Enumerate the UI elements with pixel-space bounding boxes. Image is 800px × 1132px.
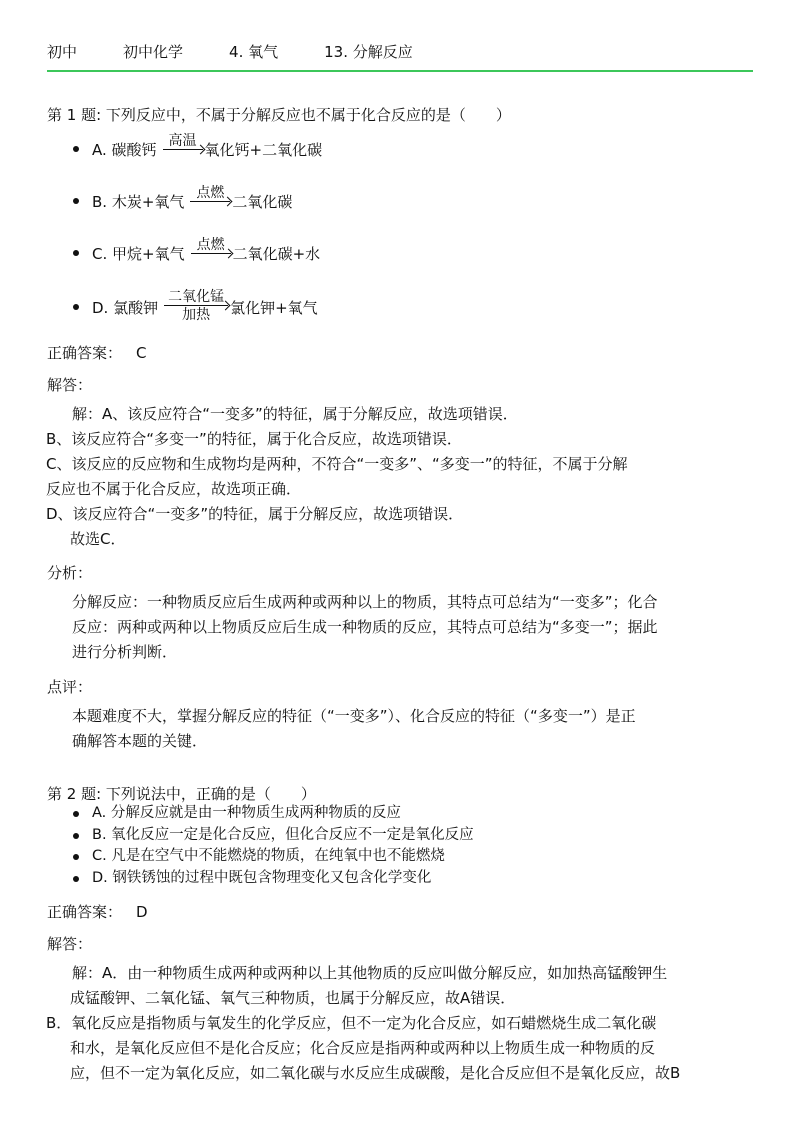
question-1-analysis — [72, 590, 762, 665]
solution-line: 应，但不一定为氧化反应，如二氧化碳与水反应生成碳酸，是化合反应但不是氧化反应，故B — [70, 1064, 681, 1082]
solution-line: B、该反应符合“多变一”的特征，属于化合反应，故选项错误． — [46, 430, 462, 448]
reaction-arrow — [190, 186, 230, 202]
breadcrumb-item-topic[interactable]: 13. 分解反应 — [324, 43, 413, 61]
header-divider — [47, 70, 753, 72]
arrow-icon — [191, 253, 231, 254]
option-b-reactant: B. 木炭+氧气 — [92, 192, 185, 211]
question-1-answer — [47, 342, 147, 363]
question-2-solution-label: 解答： — [47, 935, 93, 953]
option-d-reactant: D. 氯酸钾 — [92, 298, 159, 317]
question-1-option-c — [70, 227, 322, 279]
solution-line: 反应也不属于化合反应，故选项正确． — [46, 480, 302, 498]
question-2-title: 第 2 题: 下列说法中，正确的是（ ） — [47, 785, 316, 803]
question-1-comment-label: 点评： — [47, 678, 93, 696]
reaction-arrow — [191, 238, 231, 254]
reaction-arrow — [164, 290, 228, 324]
analysis-line: 进行分析判断． — [72, 643, 178, 661]
question-1-comment — [72, 704, 762, 754]
solution-line: 和水，是氧化反应但不是化合反应；化合反应是指两种或两种以上物质生成一种物质的反 — [70, 1039, 656, 1057]
reaction-condition: 点燃 — [196, 237, 225, 253]
arrow-icon — [163, 149, 203, 150]
question-1-options — [70, 123, 322, 335]
reaction-condition: 高温 — [168, 133, 197, 149]
question-1-option-d — [70, 279, 322, 335]
analysis-line: 分解反应：一种物质反应后生成两种或两种以上的物质，其特点可总结为“一变多”；化合 — [72, 593, 658, 611]
reaction-condition: 加热 — [182, 307, 211, 323]
solution-line: 解：A、该反应符合“一变多”的特征，属于分解反应，故选项错误． — [72, 405, 518, 423]
question-1-option-b — [70, 175, 322, 227]
arrow-icon — [164, 305, 228, 306]
solution-line: 成锰酸钾、二氧化锰、氧气三种物质，也属于分解反应，故A错误． — [70, 989, 516, 1007]
option-c-product: 二氧化碳+水 — [232, 244, 321, 263]
reaction-arrow — [163, 134, 203, 150]
answer-label: 正确答案： — [47, 903, 123, 921]
question-2-option-b: B. 氧化反应一定是化合反应，但化合反应不一定是氧化反应 — [70, 825, 474, 847]
reaction-catalyst: 二氧化锰 — [168, 289, 225, 305]
question-2-solution — [46, 961, 762, 1086]
solution-line: 解：A．由一种物质生成两种或两种以上其他物质的反应叫做分解反应，如加热高锰酸钾生 — [72, 964, 668, 982]
option-b-product: 二氧化碳 — [232, 192, 293, 211]
option-c-reactant: C. 甲烷+氧气 — [92, 244, 185, 263]
question-2-options — [70, 803, 474, 889]
solution-line: D、该反应符合“一变多”的特征，属于分解反应，故选项错误． — [46, 505, 464, 523]
question-1-analysis-label: 分析： — [47, 564, 93, 582]
question-1-title: 第 1 题: 下列反应中，不属于分解反应也不属于化合反应的是（ ） — [47, 106, 511, 124]
analysis-line: 反应：两种或两种以上物质反应后生成一种物质的反应，其特点可总结为“多变一”；据此 — [72, 618, 658, 636]
question-2-option-a: A. 分解反应就是由一种物质生成两种物质的反应 — [70, 803, 474, 825]
breadcrumb-item-subject[interactable]: 初中化学 — [123, 43, 184, 61]
option-a-product: 氧化钙+二氧化碳 — [204, 140, 323, 159]
question-1-solution — [46, 402, 762, 552]
answer-value: C — [136, 344, 147, 362]
breadcrumb-item-chapter[interactable]: 4. 氧气 — [229, 43, 279, 61]
question-2-answer — [47, 901, 148, 922]
question-2-option-c: C. 凡是在空气中不能燃烧的物质，在纯氧中也不能燃烧 — [70, 846, 474, 868]
comment-line: 确解答本题的关键． — [72, 732, 208, 750]
solution-line: B．氧化反应是指物质与氧发生的化学反应，但不一定为化合反应，如石蜡燃烧生成二氧化碳 — [46, 1014, 657, 1032]
reaction-condition: 点燃 — [196, 185, 225, 201]
answer-label: 正确答案： — [47, 344, 123, 362]
arrow-icon — [190, 201, 230, 202]
question-1-option-a — [70, 123, 322, 175]
breadcrumb-item-level[interactable]: 初中 — [47, 43, 78, 61]
question-2-option-d: D. 钢铁锈蚀的过程中既包含物理变化又包含化学变化 — [70, 868, 474, 890]
solution-line: C、该反应的反应物和生成物均是两种，不符合“一变多”、“多变一”的特征，不属于分解 — [46, 455, 628, 473]
option-d-product: 氯化钾+氧气 — [230, 298, 318, 317]
breadcrumb — [47, 41, 459, 62]
option-a-reactant: A. 碳酸钙 — [92, 140, 157, 159]
comment-line: 本题难度不大，掌握分解反应的特征（“一变多”）、化合反应的特征（“多变一”）是正 — [72, 707, 636, 725]
question-1-solution-label: 解答： — [47, 376, 93, 394]
answer-value: D — [136, 903, 148, 921]
solution-line: 故选C． — [70, 530, 126, 548]
